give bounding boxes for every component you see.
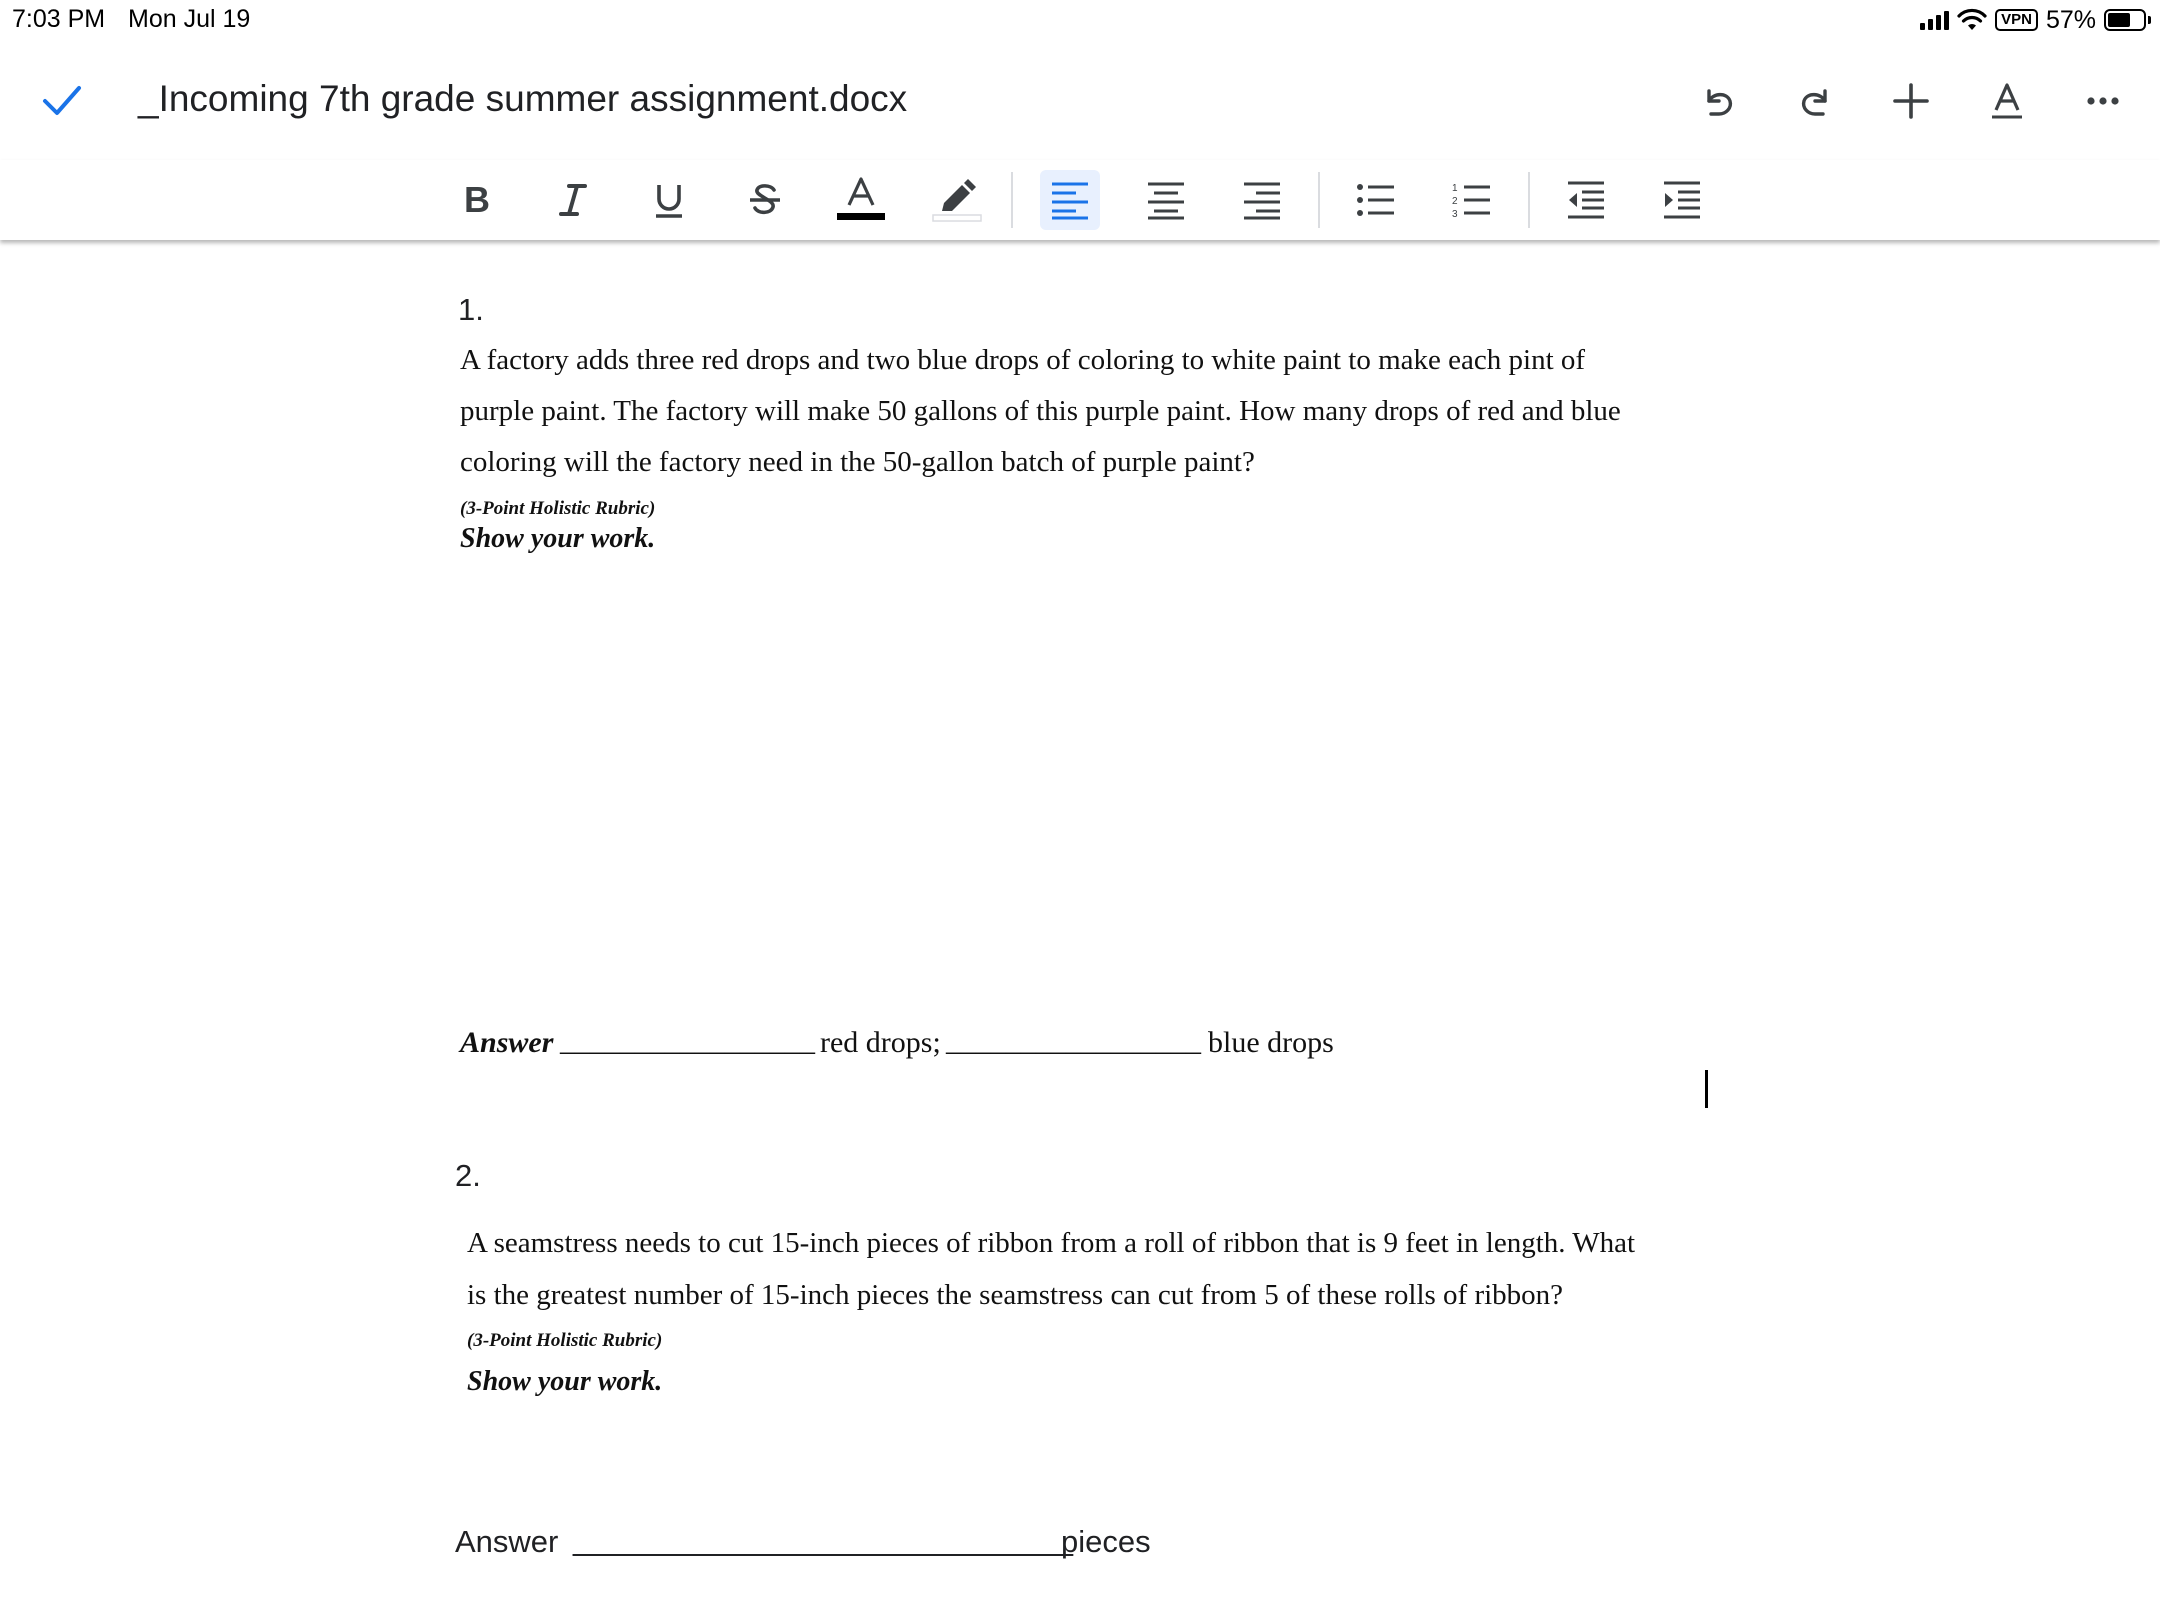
answer-label: Answer bbox=[455, 1524, 559, 1559]
underline-button[interactable] bbox=[639, 170, 699, 230]
vpn-badge: VPN bbox=[1995, 9, 2038, 31]
svg-text:3: 3 bbox=[1452, 209, 1458, 220]
toolbar-divider bbox=[1011, 172, 1013, 228]
highlight-button[interactable] bbox=[927, 170, 987, 230]
numbered-list-button[interactable] bbox=[1442, 170, 1502, 230]
highlight-icon bbox=[932, 177, 982, 223]
battery-icon bbox=[2104, 9, 2146, 31]
align-left-icon bbox=[1050, 180, 1090, 220]
underline-icon bbox=[649, 180, 689, 220]
italic-button[interactable] bbox=[543, 170, 603, 230]
toolbar-divider bbox=[1528, 172, 1530, 228]
title-bar bbox=[0, 40, 2160, 160]
align-right-icon bbox=[1242, 180, 1282, 220]
question-text-line: is the greatest number of 15-inch pieces the seamstress can cut from 5 of these rolls of ribbon? bbox=[467, 1279, 1564, 1311]
text-color-button[interactable] bbox=[831, 170, 891, 230]
text-color-icon bbox=[837, 177, 885, 223]
increase-indent-button[interactable] bbox=[1652, 170, 1712, 230]
question-text-line: purple paint. The factory will make 50 gallons of this purple paint. How many drops of red and blue bbox=[460, 395, 1621, 427]
answer-unit: pieces bbox=[1061, 1524, 1151, 1559]
text-format-button[interactable] bbox=[1980, 74, 2034, 128]
answer-unit: red drops; bbox=[820, 1026, 941, 1059]
question-number: 1. bbox=[458, 292, 484, 327]
strikethrough-icon bbox=[745, 180, 785, 220]
rubric-note: (3-Point Holistic Rubric) bbox=[460, 498, 656, 519]
increase-indent-icon bbox=[1662, 180, 1702, 220]
status-bar bbox=[0, 0, 2160, 40]
svg-text:1: 1 bbox=[1452, 183, 1458, 194]
status-date: Mon Jul 19 bbox=[128, 5, 251, 33]
text-format-icon bbox=[1987, 81, 2027, 121]
answer-blank[interactable]: _________________ bbox=[946, 1024, 1201, 1057]
question-text-line: A seamstress needs to cut 15-inch pieces of ribbon from a roll of ribbon that is 9 feet in length. What bbox=[467, 1227, 1636, 1259]
show-work-label: Show your work. bbox=[467, 1366, 663, 1397]
bulleted-list-icon bbox=[1356, 180, 1396, 220]
show-work-label: Show your work. bbox=[460, 523, 656, 554]
bulleted-list-button[interactable] bbox=[1346, 170, 1406, 230]
text-cursor bbox=[1705, 1070, 1708, 1108]
question-text-line: coloring will the factory need in the 50-gallon batch of purple paint? bbox=[460, 446, 1255, 478]
answer-unit: blue drops bbox=[1208, 1026, 1334, 1059]
align-left-button[interactable] bbox=[1040, 170, 1100, 230]
decrease-indent-button[interactable] bbox=[1556, 170, 1616, 230]
toolbar-divider bbox=[1318, 172, 1320, 228]
insert-plus-icon bbox=[1891, 81, 1931, 121]
document-body[interactable] bbox=[0, 240, 2160, 1620]
redo-icon bbox=[1795, 81, 1835, 121]
rubric-note: (3-Point Holistic Rubric) bbox=[467, 1330, 663, 1351]
bold-icon: B bbox=[464, 179, 490, 220]
bold-button[interactable] bbox=[447, 170, 507, 230]
numbered-list-icon bbox=[1452, 180, 1492, 220]
battery-percent: 57% bbox=[2045, 5, 2096, 34]
answer-blank[interactable]: _________________ bbox=[560, 1024, 815, 1057]
insert-button[interactable] bbox=[1884, 74, 1938, 128]
strikethrough-button[interactable] bbox=[735, 170, 795, 230]
undo-button[interactable] bbox=[1692, 74, 1746, 128]
status-time: 7:03 PM bbox=[12, 5, 106, 33]
cellular-signal-icon bbox=[1920, 10, 1949, 30]
status-indicators bbox=[1920, 4, 2146, 36]
question-number: 2. bbox=[455, 1158, 481, 1193]
undo-icon bbox=[1699, 81, 1739, 121]
answer-label: Answer bbox=[460, 1026, 554, 1059]
redo-button[interactable] bbox=[1788, 74, 1842, 128]
align-center-button[interactable] bbox=[1136, 170, 1196, 230]
italic-icon bbox=[553, 180, 593, 220]
more-options-icon bbox=[2083, 81, 2123, 121]
checkmark-icon[interactable] bbox=[40, 78, 84, 122]
document-title[interactable]: _Incoming 7th grade summer assignment.docx bbox=[138, 78, 908, 119]
align-right-button[interactable] bbox=[1232, 170, 1292, 230]
format-toolbar bbox=[0, 160, 2160, 240]
svg-text:2: 2 bbox=[1452, 196, 1458, 207]
decrease-indent-icon bbox=[1566, 180, 1606, 220]
question-text-line: A factory adds three red drops and two blue drops of coloring to white paint to make each pint of bbox=[460, 344, 1586, 376]
more-options-button[interactable] bbox=[2076, 74, 2130, 128]
align-center-icon bbox=[1146, 180, 1186, 220]
wifi-icon bbox=[1957, 8, 1987, 32]
answer-blank[interactable]: _____________________________ bbox=[573, 1522, 1073, 1557]
